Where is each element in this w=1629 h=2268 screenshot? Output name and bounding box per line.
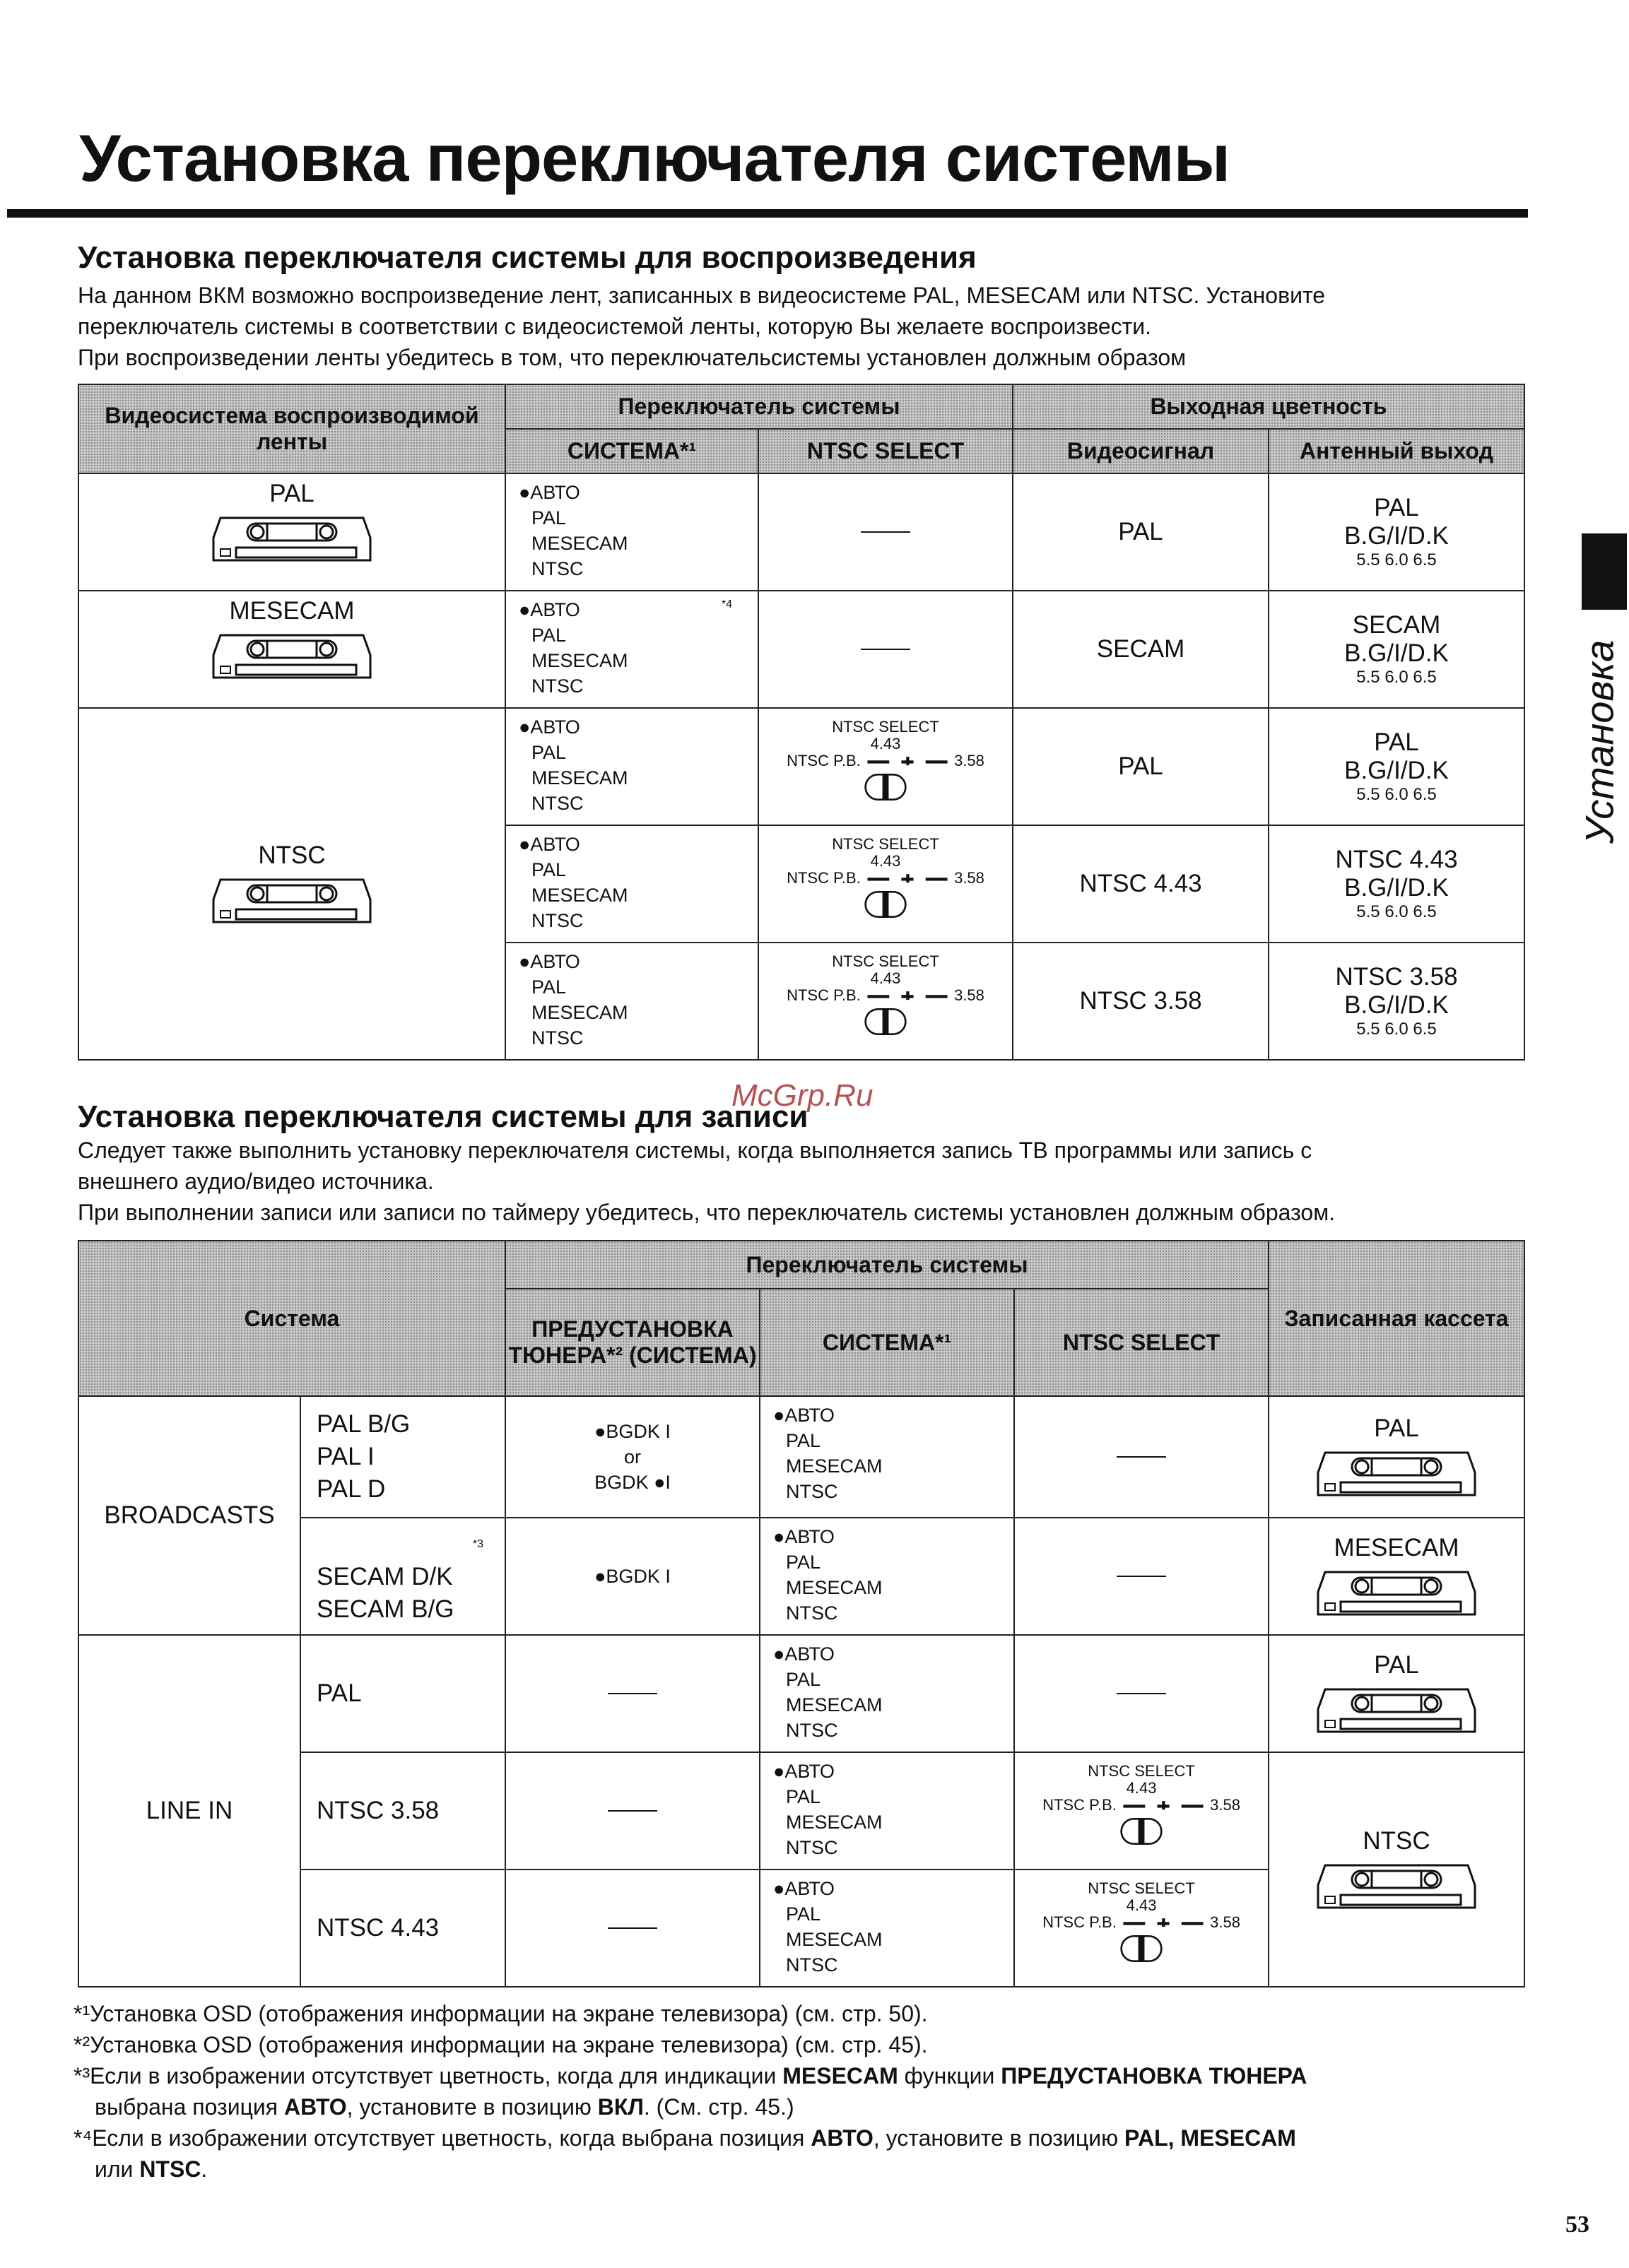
recorded-cassette: PAL bbox=[1269, 1635, 1524, 1752]
side-tab-marker bbox=[1582, 533, 1627, 610]
system-options: ●АВТО PAL MESECAM NTSC bbox=[760, 1870, 1014, 1987]
side-tab-label: Установка bbox=[1577, 639, 1622, 844]
recording-heading: Установка переключателя системы для записи bbox=[78, 1099, 808, 1134]
video-signal: PAL bbox=[1013, 708, 1269, 825]
system-options: ●АВТО PAL MESECAM NTSC bbox=[505, 943, 758, 1060]
dash bbox=[1117, 1456, 1166, 1458]
footnotes bbox=[73, 1998, 1515, 2185]
ntsc-select-cell bbox=[758, 473, 1013, 591]
tuner-preset: ●BGDK I bbox=[505, 1518, 760, 1635]
option-mesecam: MESECAM bbox=[531, 533, 628, 554]
dash bbox=[608, 1693, 657, 1694]
dash bbox=[861, 649, 910, 650]
cassette-icon bbox=[1315, 1685, 1478, 1736]
line-in-standard: PAL bbox=[300, 1635, 505, 1752]
dash bbox=[1117, 1693, 1166, 1694]
playback-intro-line-1: На данном ВКМ возможно воспроизведение лент, записанных в видеосистеме PAL, MESECAM или NTSC. Установите bbox=[78, 283, 1326, 308]
line-in-label: LINE IN bbox=[78, 1635, 300, 1987]
header-antenna-out: Антенный выход bbox=[1269, 429, 1524, 473]
tuner-preset: ●BGDK I or BGDK ●I bbox=[505, 1396, 760, 1518]
system-options: ●АВТО PAL MESECAM NTSC bbox=[760, 1635, 1014, 1752]
ntsc-select-cell bbox=[1014, 1635, 1269, 1752]
tape-label: PAL bbox=[269, 480, 314, 507]
footnote-2: *²Установка OSD (отображения информации на экране телевизора) (см. стр. 45). bbox=[73, 2032, 928, 2057]
antenna-output: NTSC 4.43 B.G/I/D.K 5.5 6.0 6.5 bbox=[1269, 825, 1524, 943]
header-tuner-preset: ПРЕДУСТАНОВКА ТЮНЕРА*² (СИСТЕМА) bbox=[505, 1289, 760, 1396]
ntsc-select-cell: NTSC SELECT 4.43 NTSC P.B. 3.58 bbox=[1014, 1870, 1269, 1987]
ntsc-select-cell bbox=[758, 591, 1013, 708]
broadcasts-label: BROADCASTS bbox=[78, 1396, 300, 1635]
recording-table bbox=[78, 1240, 1525, 1988]
recording-intro-line-3: При выполнении записи или записи по таймеру убедитесь, что переключатель системы установлен должным образом. bbox=[78, 1200, 1336, 1225]
recorded-cassette: PAL bbox=[1269, 1396, 1524, 1518]
footnote-4: *⁴Если в изображении отсутствует цветность, когда выбрана позиция АВТО, установите в позицию PAL, MESECAM bbox=[73, 2125, 1296, 2151]
cassette-icon bbox=[1315, 1448, 1478, 1499]
secam-standards: *3 SECAM D/K SECAM B/G bbox=[300, 1518, 505, 1635]
option-ntsc: NTSC bbox=[531, 558, 584, 579]
ntsc-select-cell bbox=[1014, 1518, 1269, 1635]
footnote-3-cont: выбрана позиция АВТО, установите в позицию ВКЛ. (См. стр. 45.) bbox=[95, 2094, 794, 2120]
dash bbox=[1117, 1576, 1166, 1577]
page-number: 53 bbox=[1565, 2211, 1589, 2238]
header-ntsc-select: NTSC SELECT bbox=[758, 429, 1013, 473]
option-auto: ●АВТО bbox=[519, 482, 580, 503]
header-switch: Переключатель системы bbox=[505, 384, 1013, 429]
watermark: McGrp.Ru bbox=[731, 1078, 874, 1113]
recorded-cassette: NTSC bbox=[1269, 1752, 1524, 1987]
selector-knob-icon bbox=[864, 890, 907, 919]
video-signal: PAL bbox=[1013, 473, 1269, 591]
header-output: Выходная цветность bbox=[1013, 384, 1524, 429]
pal-standards: PAL B/G PAL I PAL D bbox=[300, 1396, 505, 1518]
tuner-preset bbox=[505, 1752, 760, 1870]
antenna-output: SECAM B.G/I/D.K 5.5 6.0 6.5 bbox=[1269, 591, 1524, 708]
cassette-icon bbox=[1315, 1568, 1478, 1619]
title-rule bbox=[7, 209, 1528, 218]
system-options bbox=[505, 473, 758, 591]
tape-label: MESECAM bbox=[229, 597, 355, 625]
ntsc-select-cell: NTSC SELECT 4.43 NTSC P.B. 3.58 bbox=[1014, 1752, 1269, 1870]
header-system: Система bbox=[78, 1241, 505, 1396]
tuner-preset bbox=[505, 1635, 760, 1752]
tuner-preset bbox=[505, 1870, 760, 1987]
line-in-standard: NTSC 4.43 bbox=[300, 1870, 505, 1987]
playback-heading: Установка переключателя системы для воспроизведения bbox=[78, 240, 977, 275]
recorded-cassette: MESECAM bbox=[1269, 1518, 1524, 1635]
header-system: СИСТЕМА*¹ bbox=[505, 429, 758, 473]
selector-knob-icon bbox=[864, 772, 907, 802]
header-video-signal: Видеосигнал bbox=[1013, 429, 1269, 473]
header-sys: СИСТЕМА*¹ bbox=[760, 1289, 1014, 1396]
ntsc-select-cell bbox=[1014, 1396, 1269, 1518]
recording-intro-line-2: внешнего аудио/видео источника. bbox=[78, 1169, 434, 1194]
playback-intro-line-3: При воспроизведении ленты убедитесь в том, что переключательсистемы установлен должным образом bbox=[78, 345, 1187, 370]
footnote-1: *¹Установка OSD (отображения информации на экране телевизора) (см. стр. 50). bbox=[73, 2001, 928, 2026]
side-tab bbox=[1560, 622, 1629, 862]
system-options: ●АВТО PAL MESECAM NTSC bbox=[760, 1518, 1014, 1635]
footnote-mark: *4 bbox=[721, 598, 732, 610]
system-options: ●АВТО PAL MESECAM NTSC bbox=[760, 1396, 1014, 1518]
system-options: ●АВТО PAL MESECAM NTSC bbox=[760, 1752, 1014, 1870]
recording-intro bbox=[78, 1135, 1534, 1228]
ntsc-select-cell: NTSC SELECT 4.43 NTSC P.B. 3.58 bbox=[758, 825, 1013, 943]
playback-table bbox=[78, 384, 1525, 1061]
system-options: ●АВТО PAL MESECAM NTSC bbox=[505, 708, 758, 825]
video-signal: NTSC 3.58 bbox=[1013, 943, 1269, 1060]
system-options: ●АВТО PAL MESECAM NTSC bbox=[505, 825, 758, 943]
footnote-3: *³Если в изображении отсутствует цветность, когда для индикации MESECAM функции ПРЕДУСТАНОВКА ТЮНЕРА bbox=[73, 2063, 1307, 2089]
selector-knob-icon bbox=[1119, 1934, 1163, 1963]
footnote-4-cont: или NTSC. bbox=[95, 2156, 208, 2182]
cassette-icon bbox=[211, 631, 373, 682]
dash bbox=[608, 1810, 657, 1812]
tape-cell bbox=[78, 591, 505, 708]
antenna-output: NTSC 3.58 B.G/I/D.K 5.5 6.0 6.5 bbox=[1269, 943, 1524, 1060]
cassette-icon bbox=[211, 514, 373, 565]
antenna-output: PAL B.G/I/D.K 5.5 6.0 6.5 bbox=[1269, 708, 1524, 825]
selector-knob-icon bbox=[1119, 1817, 1163, 1846]
video-signal: SECAM bbox=[1013, 591, 1269, 708]
footnote-mark: *3 bbox=[472, 1538, 484, 1550]
line-in-standard: NTSC 3.58 bbox=[300, 1752, 505, 1870]
recording-intro-line-1: Следует также выполнить установку переключателя системы, когда выполняется запись ТВ программы или запись с bbox=[78, 1138, 1312, 1163]
antenna-output: PAL B.G/I/D.K 5.5 6.0 6.5 bbox=[1269, 473, 1524, 591]
tape-cell bbox=[78, 473, 505, 591]
video-signal: NTSC 4.43 bbox=[1013, 825, 1269, 943]
header-switch: Переключатель системы bbox=[505, 1241, 1269, 1289]
cassette-icon bbox=[1315, 1861, 1478, 1912]
ntsc-select-cell: NTSC SELECT 4.43 NTSC P.B. 3.58 bbox=[758, 943, 1013, 1060]
ntsc-select-cell: NTSC SELECT 4.43 NTSC P.B. 3.58 bbox=[758, 708, 1013, 825]
tape-cell bbox=[78, 708, 505, 1060]
selector-knob-icon bbox=[864, 1007, 907, 1036]
dash bbox=[608, 1927, 657, 1929]
cassette-icon bbox=[211, 875, 373, 926]
system-options: *4 ●АВТО PAL MESECAM NTSC bbox=[505, 591, 758, 708]
header-recorded-cassette: Записанная кассета bbox=[1269, 1241, 1524, 1396]
page-title: Установка переключателя системы bbox=[79, 121, 1230, 195]
option-pal: PAL bbox=[531, 507, 567, 528]
dash bbox=[861, 531, 910, 533]
header-tape-system: Видеосистема воспроизводимой ленты bbox=[78, 384, 505, 473]
tape-label: NTSC bbox=[258, 841, 326, 869]
playback-intro-line-2: переключатель системы в соответствии с видеосистемой ленты, которую Вы желаете воспроизвести. bbox=[78, 314, 1152, 339]
playback-intro bbox=[78, 280, 1534, 373]
header-ntsc-select: NTSC SELECT bbox=[1014, 1289, 1269, 1396]
